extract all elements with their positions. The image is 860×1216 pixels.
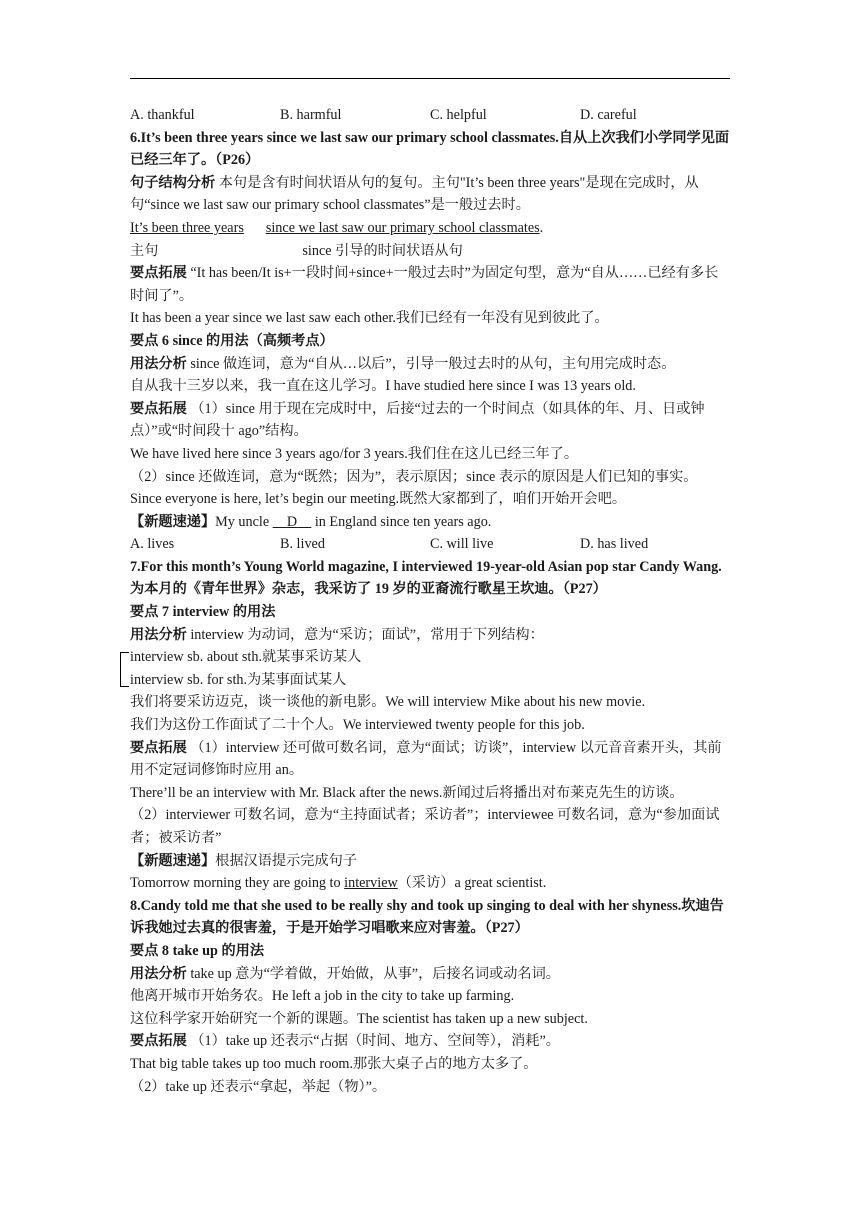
extension-label: 要点拓展 (130, 265, 187, 282)
quiz-text-before: Tomorrow morning they are going to (130, 875, 341, 892)
point-7-heading: 要点 7 interview 的用法 (130, 604, 276, 621)
point-8-example-2: 这位科学家开始研究一个新的课题。The scientist has taken up a new subject. (130, 1010, 588, 1027)
usage-text: take up 意为“学着做，开始做，从事”，后接名词或动名词。 (190, 965, 560, 982)
option-b: B. harmful (280, 107, 342, 123)
extension-1-text: （1）since 用于现在完成时中，后接“过去的一个时间点（如具体的年、月、日或钟点）”或“时间段十 ago”结构。 (130, 400, 705, 440)
usage-text: interview 为动词，意为“采访；面试”，常用于下列结构： (190, 626, 544, 643)
option-a: A. thankful (130, 107, 195, 123)
sentence-6-extension (130, 262, 730, 307)
quiz-answer: D (286, 513, 298, 530)
brace-icon (120, 652, 129, 687)
point-6-extension-1-example: We have lived here since 3 years ago/for 3 years.我们住在这儿已经三年了。 (130, 445, 579, 462)
quiz-label: 【新题速递】 (130, 852, 216, 869)
option-b: B. lived (280, 536, 325, 553)
extension-text: “It has been/It is+一段时间+since+一般过去时”为固定句型，意为“自从……已经有多长时间了”。 (130, 265, 719, 304)
point-8-example-1: 他离开城市开始务农。He left a job in the city to take up farming. (130, 988, 515, 1005)
point-7-extension-1 (130, 737, 730, 782)
point-8-extension-1 (130, 1030, 730, 1053)
extension-1-text: （1）take up 还表示“占据（时间、地方、空间等），消耗”。 (190, 1033, 560, 1050)
usage-label: 用法分析 (130, 965, 187, 982)
sentence-8-title: 8.Candy told me that she used to be really shy and took up singing to deal with her shyness.坎迪告诉我她过去真的很害羞，于是开始学习唱歌来应对害羞。（P27） (130, 897, 724, 937)
option-d: D. has lived (580, 536, 649, 553)
extension-label: 要点拓展 (130, 1033, 187, 1050)
sub-clause-label: since 引导的时间状语从句 (302, 242, 463, 259)
sentence-6-analysis (130, 172, 730, 217)
quiz-answer: interview (344, 875, 398, 892)
header-rule (130, 78, 730, 79)
point-6-extension-2-example: Since everyone is here, let’s begin our meeting.既然大家都到了，咱们开始开会吧。 (130, 491, 627, 508)
point-7-structures (130, 646, 730, 691)
sub-clause: since we last saw our primary school classmates (265, 219, 540, 236)
point-8-usage (130, 963, 730, 986)
extension-label: 要点拓展 (130, 400, 187, 417)
main-clause: It’s been three years (130, 219, 244, 236)
sentence-6-example: It has been a year since we last saw each other.我们已经有一年没有见到彼此了。 (130, 310, 609, 327)
point-6-options (130, 533, 730, 556)
extension-1-text: （1）interview 还可做可数名词，意为“面试；访谈”，interview 以元音音素开头，其前用不定冠词修饰时应用 an。 (130, 739, 722, 779)
sentence-7-title: 7.For this month’s Young World magazine, I interviewed 19-year-old Asian pop star Candy Wang.为本月的《青年世界》杂志，我采访了 19 岁的亚裔流行歌星王坎迪。（P27） (130, 558, 722, 598)
point-7-quiz-sentence (130, 872, 730, 895)
point-8-heading: 要点 8 take up 的用法 (130, 942, 265, 959)
option-c: C. helpful (430, 107, 487, 123)
point-6-heading: 要点 6 since 的用法（高频考点） (130, 332, 334, 349)
analysis-text: 本句是含有时间状语从句的复句。主句"It’s been three years"是现在完成时，从句“since we last saw our primary school classmates”是一般过去时。 (130, 174, 699, 214)
analysis-label: 句子结构分析 (130, 174, 216, 191)
point-6-extension-2: （2）since 还做连词，意为“既然；因为”，表示原因；since 表示的原因是人们已知的事实。 (130, 468, 698, 485)
point-7-extension-2: （2）interviewer 可数名词，意为“主持面试者；采访者”；interviewee 可数名词，意为“参加面试者；被采访者” (130, 807, 720, 846)
option-a: A. lives (130, 536, 175, 553)
quiz-text-before: My uncle (215, 513, 270, 530)
option-c: C. will live (430, 536, 494, 553)
point-8-extension-2: （2）take up 还表示“拿起，举起（物）”。 (130, 1078, 387, 1095)
sentence-6-title: 6.It’s been three years since we last saw our primary school classmates.自从上次我们小学同学见面已经三年了。（P26） (130, 129, 730, 169)
point-7-usage (130, 624, 730, 647)
point-7-quiz (130, 850, 730, 873)
quiz-text-after: （采访）a great scientist. (397, 875, 547, 892)
quiz-label: 【新题速递】 (130, 513, 216, 530)
quiz-text-after: in England since ten years ago. (314, 513, 492, 530)
option-d: D. careful (580, 107, 637, 123)
usage-label: 用法分析 (130, 355, 187, 372)
quiz-text: 根据汉语提示完成句子 (215, 852, 358, 869)
sentence-6-structure: It’s been three years since we last saw our primary school classmates. (130, 219, 544, 236)
usage-text: since 做连词，意为“自从…以后”，引导一般过去时的从句，主句用完成时态。 (190, 355, 676, 372)
extension-label: 要点拓展 (130, 739, 187, 756)
point-6-usage-example: 自从我十三岁以来，我一直在这儿学习。I have studied here since I was 13 years old. (130, 378, 636, 395)
structure-2: interview sb. for sth.为某事面试某人 (130, 671, 347, 688)
document-body (130, 104, 730, 1098)
point-7-example-1: 我们将要采访迈克，谈一谈他的新电影。We will interview Mike about his new movie. (130, 694, 646, 711)
usage-label: 用法分析 (130, 626, 187, 643)
point-8-extension-1-example: That big table takes up too much room.那张大桌子占的地方太多了。 (130, 1055, 538, 1072)
sentence-6-structure-labels (130, 240, 730, 263)
q5-options (130, 104, 730, 127)
point-6-usage (130, 353, 730, 376)
point-6-extension-1 (130, 398, 730, 443)
point-7-extension-1-example: There’ll be an interview with Mr. Black after the news.新闻过后将播出对布莱克先生的访谈。 (130, 784, 684, 801)
point-7-example-2: 我们为这份工作面试了二十个人。We interviewed twenty people for this job. (130, 717, 585, 734)
quiz-answer-blank (273, 514, 312, 530)
structure-1: interview sb. about sth.就某事采访某人 (130, 649, 362, 666)
main-clause-label: 主句 (130, 242, 159, 259)
point-6-quiz (130, 511, 730, 534)
